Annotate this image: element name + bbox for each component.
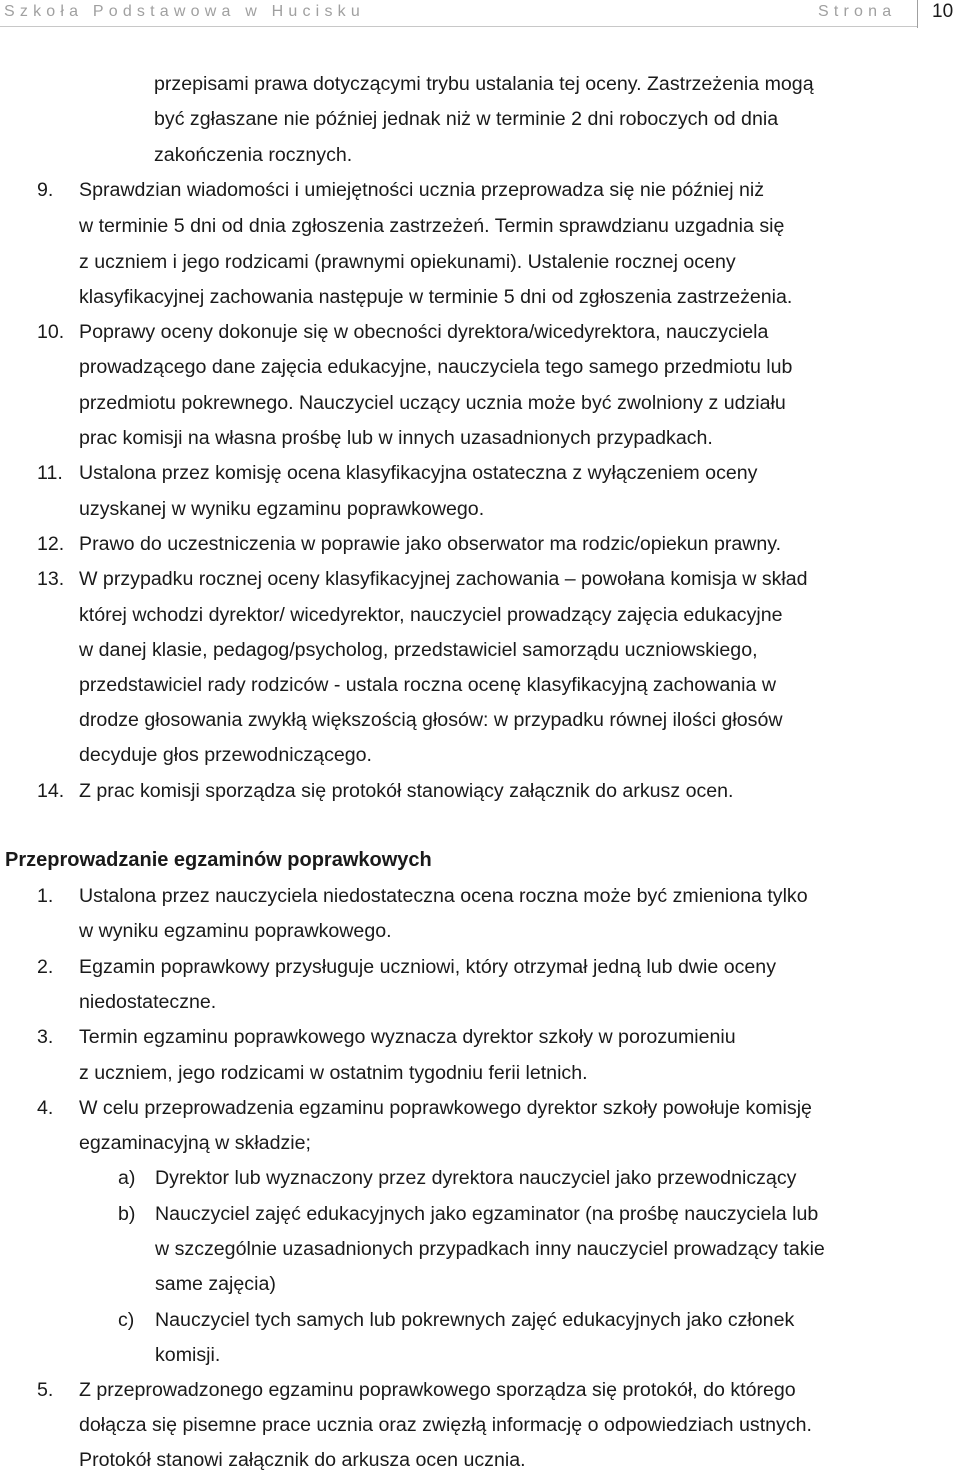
sub-item-line: w szczególnie uzasadnionych przypadkach inny nauczyciel prowadzący takie xyxy=(155,1238,825,1260)
header-divider xyxy=(917,0,918,28)
list-item-line: uzyskanej w wyniku egzaminu poprawkowego. xyxy=(79,498,485,520)
list-item-number: 10. xyxy=(37,321,65,343)
list-item-line: w terminie 5 dni od dnia zgłoszenia zastrzeżeń. Termin sprawdzianu uzgadnia się xyxy=(79,215,785,237)
sub-item-letter: a) xyxy=(118,1167,136,1189)
list-item-line: przedmiotu pokrewnego. Nauczyciel uczący ucznia może być zwolniony z udziału xyxy=(79,392,786,414)
list-item-line: Prawo do uczestniczenia w poprawie jako obserwator ma rodzic/opiekun prawny. xyxy=(79,533,782,555)
list-item-number: 1. xyxy=(37,885,54,907)
list-item-line: decyduje głos przewodniczącego. xyxy=(79,744,372,766)
list-item-line: z uczniem, jego rodzicami w ostatnim tygodniu ferii letnich. xyxy=(79,1062,588,1084)
list-item-line: niedostateczne. xyxy=(79,991,217,1013)
paragraph-line: przepisami prawa dotyczącymi trybu ustalania tej oceny. Zastrzeżenia mogą xyxy=(154,73,814,95)
list-item-number: 13. xyxy=(37,568,65,590)
list-item-number: 9. xyxy=(37,179,54,201)
list-item-line: prac komisji na własna prośbę lub w innych uzasadnionych przypadkach. xyxy=(79,427,713,449)
paragraph-line: być zgłaszane nie później jednak niż w terminie 2 dni roboczych od dnia xyxy=(154,108,779,130)
list-item-line: Ustalona przez nauczyciela niedostateczna ocena roczna może być zmieniona tylko xyxy=(79,885,808,907)
list-item-line: dołącza się pisemne prace ucznia oraz zwięzłą informację o odpowiedziach ustnych. xyxy=(79,1414,812,1436)
section-heading: Przeprowadzanie egzaminów poprawkowych xyxy=(5,849,432,871)
list-item-number: 14. xyxy=(37,780,65,802)
list-item-line: egzaminacyjną w składzie; xyxy=(79,1132,311,1154)
sub-item-line: Dyrektor lub wyznaczony przez dyrektora nauczyciel jako przewodniczący xyxy=(155,1167,797,1189)
list-item-line: Poprawy oceny dokonuje się w obecności dyrektora/wicedyrektora, nauczyciela xyxy=(79,321,769,343)
list-item-line: której wchodzi dyrektor/ wicedyrektor, nauczyciel prowadzący zajęcia edukacyjne xyxy=(79,604,783,626)
list-item-line: Sprawdzian wiadomości i umiejętności ucznia przeprowadza się nie później niż xyxy=(79,179,765,201)
list-item-number: 11. xyxy=(37,462,63,484)
paragraph-line: zakończenia rocznych. xyxy=(154,144,353,166)
list-item-line: W przypadku rocznej oceny klasyfikacyjnej zachowania – powołana komisja w skład xyxy=(79,568,808,590)
header-strona-label: Strona xyxy=(818,3,897,20)
sub-item-line: Nauczyciel tych samych lub pokrewnych zajęć edukacyjnych jako członek xyxy=(155,1309,795,1331)
list-item-number: 12. xyxy=(37,533,65,555)
list-item-line: z uczniem i jego rodzicami (prawnymi opiekunami). Ustalenie rocznej oceny xyxy=(79,251,736,273)
page-header xyxy=(0,0,960,30)
list-item-line: Egzamin poprawkowy przysługuje uczniowi, który otrzymał jedną lub dwie oceny xyxy=(79,956,776,978)
list-item-line: w wyniku egzaminu poprawkowego. xyxy=(79,920,392,942)
list-item-line: W celu przeprowadzenia egzaminu poprawkowego dyrektor szkoły powołuje komisję xyxy=(79,1097,812,1119)
sub-item-line: komisji. xyxy=(155,1344,221,1366)
list-item-number: 3. xyxy=(37,1026,54,1048)
header-school-name: Szkoła Podstawowa w Hucisku xyxy=(4,3,365,20)
list-item-line: w danej klasie, pedagog/psycholog, przedstawiciel samorządu uczniowskiego, xyxy=(79,639,758,661)
list-item-line: Termin egzaminu poprawkowego wyznacza dyrektor szkoły w porozumieniu xyxy=(79,1026,736,1048)
list-item-line: Z prac komisji sporządza się protokół stanowiący załącznik do arkusz ocen. xyxy=(79,780,734,802)
list-item-line: Protokół stanowi załącznik do arkusza ocen ucznia. xyxy=(79,1449,526,1471)
sub-item-line: same zajęcia) xyxy=(155,1273,276,1295)
list-item-number: 5. xyxy=(37,1379,54,1401)
list-item-number: 2. xyxy=(37,956,54,978)
list-item-line: Ustalona przez komisję ocena klasyfikacyjna ostateczna z wyłączeniem oceny xyxy=(79,462,758,484)
list-item-number: 4. xyxy=(37,1097,54,1119)
list-item-line: prowadzącego dane zajęcia edukacyjne, nauczyciela tego samego przedmiotu lub xyxy=(79,356,793,378)
list-item-line: przedstawiciel rady rodziców - ustala roczna ocenę klasyfikacyjną zachowania w xyxy=(79,674,776,696)
page-number: 10 xyxy=(932,1,954,22)
list-item-line: klasyfikacyjnej zachowania następuje w terminie 5 dni od zgłoszenia zastrzeżenia. xyxy=(79,286,793,308)
list-item-line: Z przeprowadzonego egzaminu poprawkowego sporządza się protokół, do którego xyxy=(79,1379,796,1401)
sub-item-letter: b) xyxy=(118,1203,136,1225)
header-rule xyxy=(0,26,917,27)
list-item-line: drodze głosowania zwykłą większością głosów: w przypadku równej ilości głosów xyxy=(79,709,783,731)
sub-item-line: Nauczyciel zajęć edukacyjnych jako egzaminator (na prośbę nauczyciela lub xyxy=(155,1203,819,1225)
sub-item-letter: c) xyxy=(118,1309,135,1331)
